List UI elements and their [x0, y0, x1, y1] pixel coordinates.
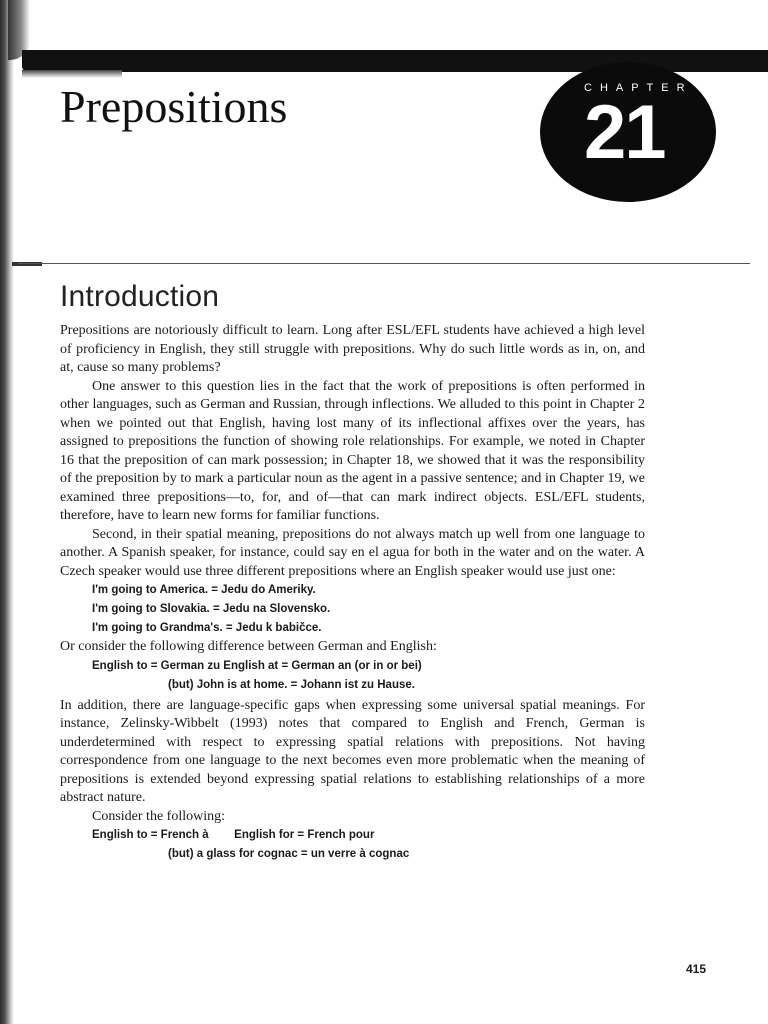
section-heading: Introduction — [60, 280, 220, 313]
paragraph-2: One answer to this question lies in the fact that the work of prepositions is often performed in other languages, such as German and Russian, through inflections. We alluded to this point in Chapter 2 when we pointed out that English, having lost many of its inflectional affixes over the years, has assigned to prepositions the function of showing role relationships. For example, we noted in Chapter 16 that the preposition of can mark possession; in Chapter 18, we showed that it was the responsibility of the preposition by to mark a particular noun as the agent in a passive sentence; and in Chapter 19, we examined three prepositions—to, for, and of—that can mark indirect objects. ESL/EFL students, therefore, have to learn new forms for familiar functions. — [60, 378, 645, 523]
example-czech-2: I'm going to Slovakia. = Jedu na Slovensko. — [92, 603, 331, 615]
chapter-label: CHAPTER — [584, 82, 693, 94]
example-german-2: (but) John is at home. = Johann ist zu Hause. — [168, 678, 415, 691]
paragraph-1: Prepositions are notoriously difficult to learn. Long after ESL/EFL students have achieved a high level of proficiency in English, they still struggle with prepositions. Why do such little words as in, on, and at, cause so many problems? — [60, 323, 645, 375]
book-spine-shadow — [0, 0, 14, 1024]
chapter-top-bar-shadow — [22, 70, 122, 78]
example-czech-3: I'm going to Grandma's. = Jedu k babičce. — [92, 622, 322, 634]
example-french-2: (but) a glass for cognac = un verre à cognac — [168, 848, 410, 860]
example-german-1: English to = German zu English at = German an (or in or bei) — [92, 659, 422, 672]
paragraph-4: Or consider the following difference between German and English: — [60, 639, 437, 654]
chapter-title: Prepositions — [60, 81, 288, 132]
chapter-number: 21 — [584, 90, 665, 175]
page-number: 415 — [686, 962, 707, 976]
example-czech-1: I'm going to America. = Jedu do Ameriky. — [92, 584, 316, 596]
section-rule — [18, 263, 750, 264]
paragraph-3: Second, in their spatial meaning, prepositions do not always match up well from one language to another. A Spanish speaker, for instance, could say en el agua for both in the water and on the water. A Czech speaker would use three different prepositions where an English speaker would use just one: — [60, 526, 645, 579]
example-french-1: English to = French à English for = French pour — [92, 829, 375, 841]
paragraph-5: In addition, there are language-specific gaps when expressing some universal spatial meanings. For instance, Zelinsky-Wibbelt (1993) notes that compared to English and French, German is underdetermined with respect to expressing spatial relations with prepositions. Not having correspondence from one language to the next becomes even more problematic when the meaning of prepositions is extended beyond expressing spatial relations to establishing relationships of a more abstract nature. — [60, 697, 645, 805]
body-text — [60, 322, 645, 864]
paragraph-6: Consider the following: — [92, 808, 225, 824]
